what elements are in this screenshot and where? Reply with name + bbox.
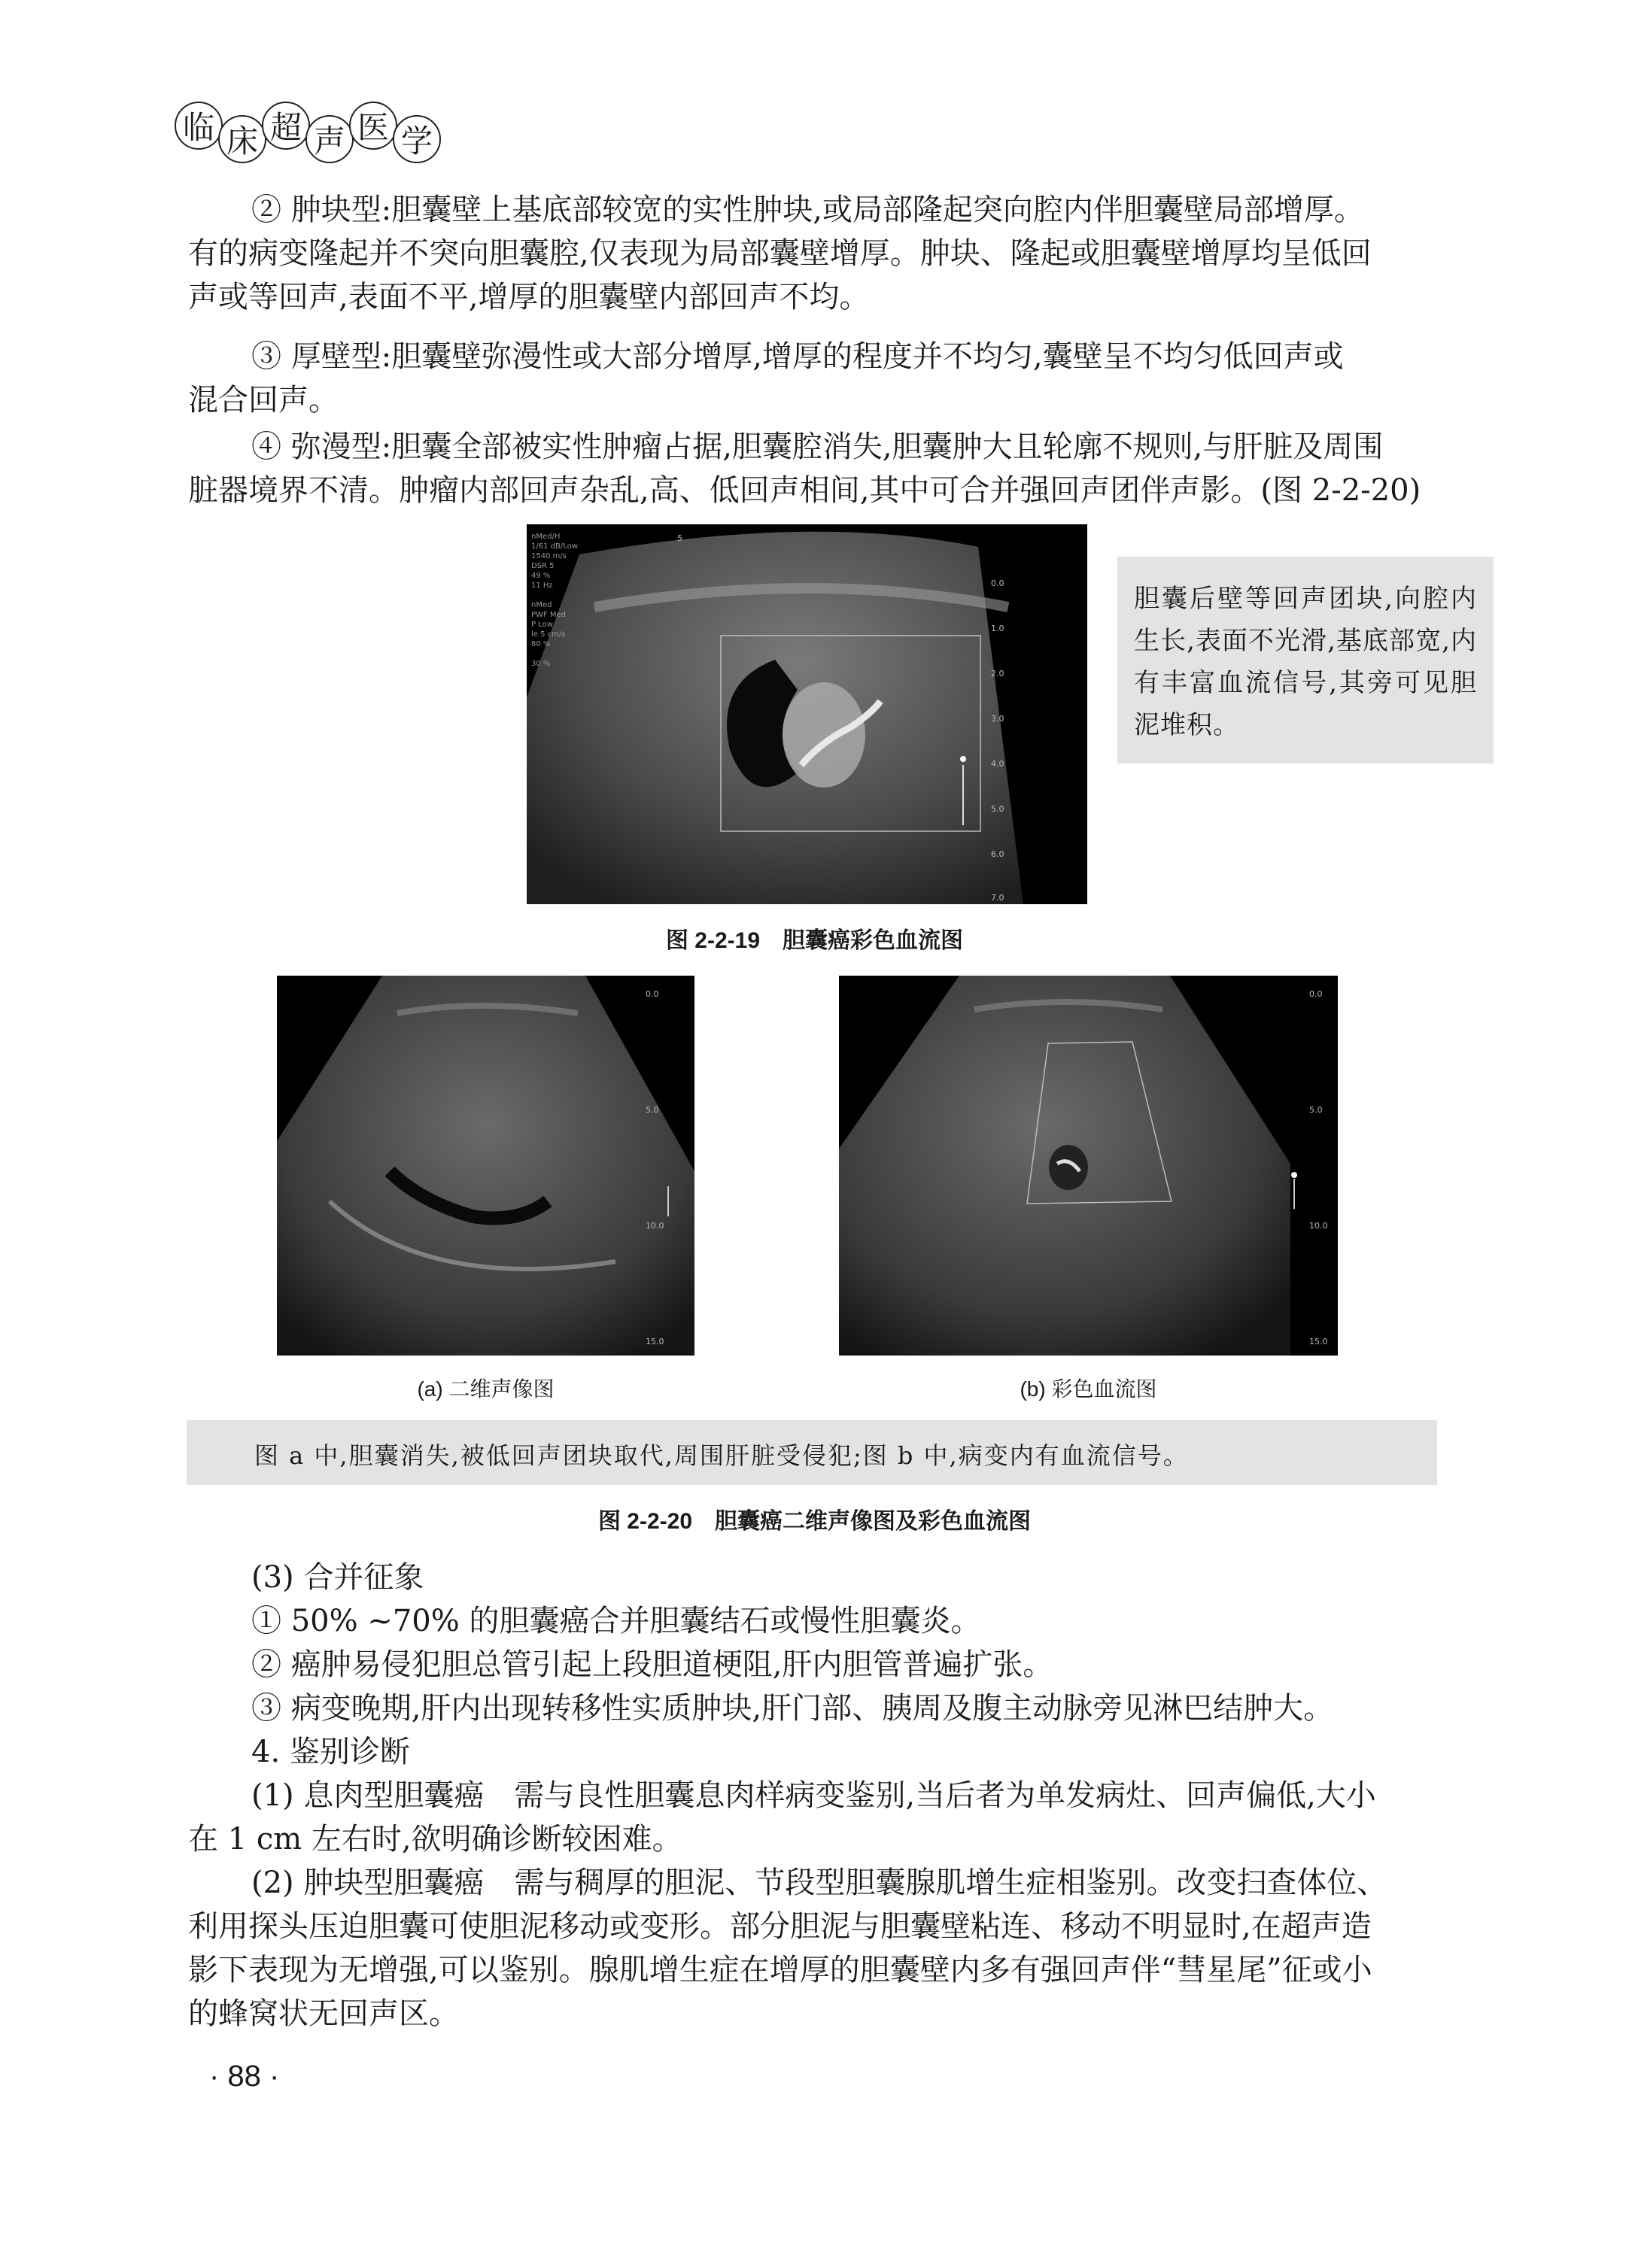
overlay-text: DSR 5 (531, 562, 555, 570)
header-char: 声 (305, 115, 354, 163)
book-header (175, 102, 436, 163)
depth-tick: 1.0 (991, 624, 1004, 633)
text-line: (1) 息肉型胆囊癌 需与良性胆囊息肉样病变鉴别,当后者为单发病灶、回声偏低,大小 (251, 1778, 1376, 1813)
depth-tick: 0.0 (646, 989, 659, 999)
text-line: ① 50% ~70% 的胆囊癌合并胆囊结石或慢性胆囊炎。 (251, 1604, 981, 1638)
header-char: 医 (349, 102, 397, 150)
text-line: ② 癌肿易侵犯胆总管引起上段胆道梗阻,肝内胆管普遍扩张。 (251, 1647, 1053, 1682)
text-line: ③ 厚壁型:胆囊壁弥漫性或大部分增厚,增厚的程度并不均匀,囊壁呈不均匀低回声或 (251, 339, 1344, 374)
depth-tick: 5.0 (1309, 1105, 1323, 1115)
depth-tick: 15.0 (646, 1337, 664, 1347)
text-line: (2) 肿块型胆囊癌 需与稠厚的胆泥、节段型胆囊腺肌增生症相鉴别。改变扫查体位、 (251, 1866, 1387, 1900)
depth-tick: 5.0 (991, 804, 1004, 814)
section-complications (188, 1556, 1441, 2036)
text-line: ④ 弥漫型:胆囊全部被实性肿瘤占据,胆囊腔消失,胆囊肿大且轮廓不规则,与肝脏及周围 (251, 430, 1384, 464)
overlay-text: 1540 m/s (531, 552, 567, 560)
text-line: ③ 病变晚期,肝内出现转移性实质肿块,肝门部、胰周及腹主动脉旁见淋巴结肿大。 (251, 1691, 1334, 1726)
subcaption-b: (b) 彩色血流图 (1020, 1377, 1157, 1401)
header-char: 学 (393, 115, 441, 163)
depth-tick: 6.0 (991, 849, 1004, 859)
subcaption-a: (a) 二维声像图 (417, 1377, 555, 1401)
figure-note-2-2-19: 胆囊后壁等回声团块,向腔内生长,表面不光滑,基底部宽,内有丰富血流信号,其旁可见胆泥堆积。 (1117, 557, 1494, 764)
depth-tick: 0.0 (991, 578, 1004, 588)
text-line: 声或等回声,表面不平,增厚的胆囊壁内部回声不均。 (188, 280, 870, 314)
caption-2-2-20: 图 2-2-20 胆囊癌二维声像图及彩色血流图 (597, 1509, 1032, 1534)
paragraph-diffuse-type (188, 425, 1441, 512)
subheading: (3) 合并征象 (251, 1560, 424, 1595)
paragraph-thick-wall-type (188, 335, 1441, 422)
text-line: 有的病变隆起并不突向胆囊腔,仅表现为局部囊壁增厚。肿块、隆起或胆囊壁增厚均呈低回 (188, 236, 1372, 271)
overlay-text: PWF Med (531, 611, 566, 619)
header-char: 床 (218, 115, 266, 163)
depth-tick: 5.0 (646, 1105, 659, 1115)
section-heading: 4. 鉴别诊断 (251, 1735, 410, 1769)
text-line: 脏器境界不清。肿瘤内部回声杂乱,高、低回声相间,其中可合并强回声团伴声影。(图 2-2-20) (188, 473, 1421, 508)
text-line: 在 1 cm 左右时,欲明确诊断较困难。 (188, 1822, 682, 1857)
depth-tick: 2.0 (991, 669, 1004, 679)
depth-tick: 0.0 (1309, 989, 1323, 999)
overlay-text: le 5 cm/s (531, 630, 566, 639)
page-number: · 88 · (209, 2060, 280, 2093)
overlay-text: P Low (531, 621, 553, 629)
text-line: 利用探头压迫胆囊可使胆泥移动或变形。部分胆泥与胆囊壁粘连、移动不明显时,在超声造 (188, 1909, 1372, 1944)
overlay-text: nMed/H (531, 533, 561, 541)
ultrasound-image-color-doppler (527, 524, 1087, 904)
depth-tick: 10.0 (646, 1221, 664, 1231)
overlay-text: 11 Hz (531, 581, 553, 590)
ultrasound-image-2d (277, 976, 694, 1356)
overlay-text: 30 % (531, 660, 551, 668)
header-char: 临 (175, 102, 223, 150)
overlay-text: 80 % (531, 640, 551, 648)
header-char: 超 (262, 102, 310, 150)
text-line: 混合回声。 (188, 383, 339, 417)
depth-tick: 4.0 (991, 759, 1004, 769)
overlay-text: 49 % (531, 572, 551, 580)
depth-tick: 7.0 (991, 893, 1004, 903)
depth-tick: 15.0 (1309, 1337, 1328, 1347)
probe-mark: 5 (677, 533, 682, 543)
paragraph-mass-type (188, 188, 1441, 319)
figure-note-2-2-20: 图 a 中,胆囊消失,被低回声团块取代,周围肝脏受侵犯;图 b 中,病变内有血流信号。 (187, 1420, 1437, 1485)
caption-2-2-19: 图 2-2-19 胆囊癌彩色血流图 (665, 928, 964, 953)
text-line: ② 肿块型:胆囊壁上基底部较宽的实性肿块,或局部隆起突向腔内伴胆囊壁局部增厚。 (251, 193, 1364, 227)
text-line: 的蜂窝状无回声区。 (188, 1996, 459, 2031)
ultrasound-image-color-flow (839, 976, 1338, 1356)
overlay-text: nMed (531, 601, 552, 609)
overlay-text: 1/61 dB/Low (531, 542, 578, 551)
text-line: 影下表现为无增强,可以鉴别。腺肌增生症在增厚的胆囊壁内多有强回声伴“彗星尾”征或小 (188, 1953, 1372, 1987)
depth-tick: 10.0 (1309, 1221, 1328, 1231)
depth-tick: 3.0 (991, 714, 1004, 724)
